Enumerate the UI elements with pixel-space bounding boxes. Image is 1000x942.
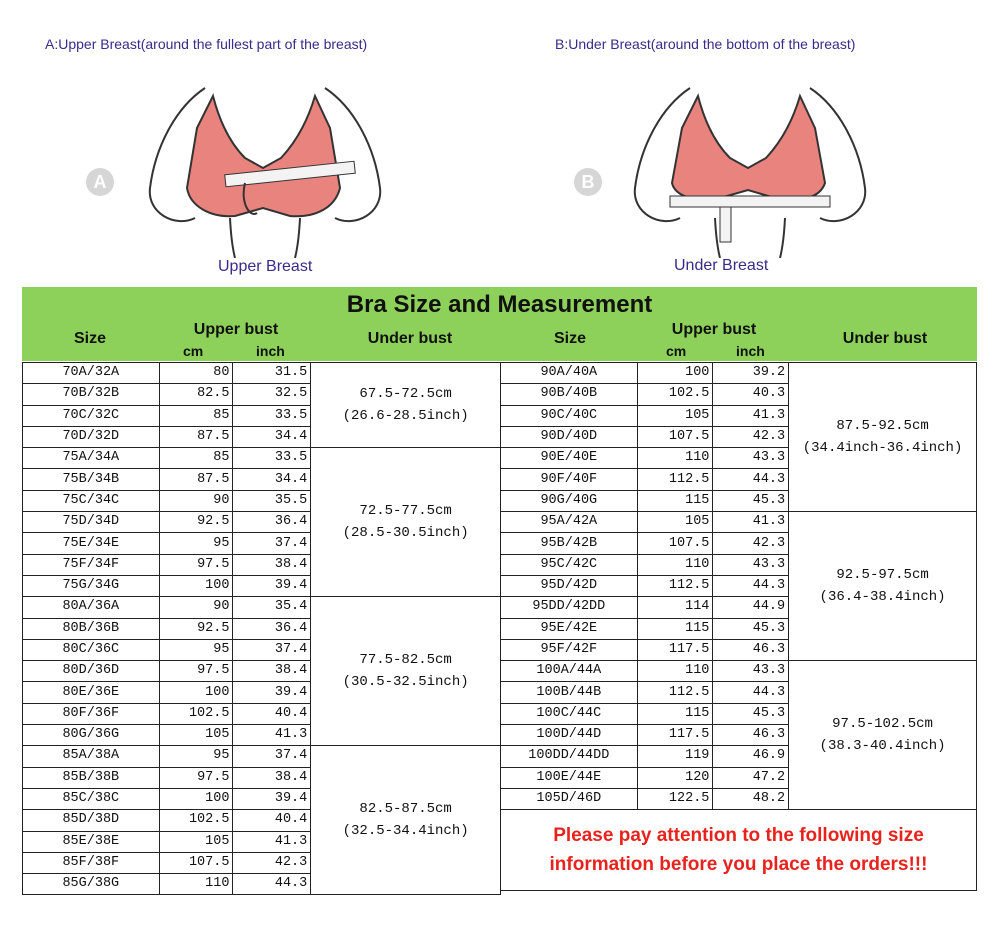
under-bust-inch: (36.4-38.4inch) xyxy=(819,589,946,606)
header-inch-right: inch xyxy=(736,343,765,359)
size-cell: 90F/40F xyxy=(501,469,638,490)
under-bust-range-cell xyxy=(311,597,501,746)
upper-bust-cm-cell: 90 xyxy=(159,490,233,511)
under-breast-illustration xyxy=(620,68,880,258)
header-upper-bust-right: Upper bust xyxy=(671,321,757,338)
upper-bust-inch-cell: 46.9 xyxy=(713,746,789,767)
upper-bust-inch-cell: 41.3 xyxy=(713,405,789,426)
upper-bust-cm-cell: 110 xyxy=(637,661,713,682)
size-cell: 100C/44C xyxy=(501,703,638,724)
under-bust-inch: (32.5-34.4inch) xyxy=(342,823,469,840)
order-notice xyxy=(501,810,977,891)
upper-bust-inch-cell: 35.4 xyxy=(233,597,311,618)
table-row xyxy=(23,746,501,767)
upper-bust-cm-cell: 90 xyxy=(159,597,233,618)
size-cell: 85A/38A xyxy=(23,746,160,767)
upper-bust-cm-cell: 110 xyxy=(637,554,713,575)
upper-bust-cm-cell: 95 xyxy=(159,533,233,554)
header-cm-left: cm xyxy=(183,343,204,359)
upper-bust-inch-cell: 38.4 xyxy=(233,767,311,788)
upper-bust-inch-cell: 39.2 xyxy=(713,363,789,384)
upper-bust-inch-cell: 34.4 xyxy=(233,469,311,490)
size-cell: 90A/40A xyxy=(501,363,638,384)
under-bust-cm: 77.5-82.5cm xyxy=(359,652,452,669)
upper-bust-cm-cell: 100 xyxy=(159,682,233,703)
upper-bust-inch-cell: 45.3 xyxy=(713,618,789,639)
size-cell: 80A/36A xyxy=(23,597,160,618)
upper-bust-cm-cell: 85 xyxy=(159,448,233,469)
note-row xyxy=(501,810,977,891)
size-table-left xyxy=(22,362,501,895)
size-cell: 80B/36B xyxy=(23,618,160,639)
upper-bust-cm-cell: 95 xyxy=(159,746,233,767)
size-cell: 100B/44B xyxy=(501,682,638,703)
upper-bust-cm-cell: 107.5 xyxy=(159,852,233,873)
under-bust-inch: (26.6-28.5inch) xyxy=(342,408,469,425)
size-cell: 80F/36F xyxy=(23,703,160,724)
upper-bust-cm-cell: 100 xyxy=(159,575,233,596)
upper-bust-cm-cell: 115 xyxy=(637,618,713,639)
upper-bust-inch-cell: 39.4 xyxy=(233,682,311,703)
under-bust-cm: 82.5-87.5cm xyxy=(359,801,452,818)
upper-bust-inch-cell: 32.5 xyxy=(233,384,311,405)
label-under-breast: Under Breast xyxy=(674,257,769,274)
upper-bust-cm-cell: 112.5 xyxy=(637,469,713,490)
under-bust-range-cell xyxy=(789,661,977,810)
under-bust-cm: 97.5-102.5cm xyxy=(832,716,933,733)
size-cell: 85E/38E xyxy=(23,831,160,852)
size-cell: 80D/36D xyxy=(23,661,160,682)
upper-bust-cm-cell: 105 xyxy=(637,512,713,533)
size-cell: 75E/34E xyxy=(23,533,160,554)
upper-bust-inch-cell: 38.4 xyxy=(233,554,311,575)
upper-bust-inch-cell: 37.4 xyxy=(233,533,311,554)
under-bust-cm: 67.5-72.5cm xyxy=(359,386,452,403)
upper-bust-cm-cell: 80 xyxy=(159,363,233,384)
upper-bust-cm-cell: 102.5 xyxy=(159,810,233,831)
table-row xyxy=(23,597,501,618)
upper-bust-inch-cell: 37.4 xyxy=(233,746,311,767)
upper-bust-inch-cell: 45.3 xyxy=(713,703,789,724)
upper-bust-inch-cell: 40.4 xyxy=(233,810,311,831)
upper-bust-cm-cell: 117.5 xyxy=(637,639,713,660)
badge-a-icon: A xyxy=(86,168,114,196)
upper-bust-cm-cell: 97.5 xyxy=(159,767,233,788)
upper-bust-inch-cell: 41.3 xyxy=(713,512,789,533)
upper-bust-inch-cell: 36.4 xyxy=(233,618,311,639)
size-cell: 95D/42D xyxy=(501,575,638,596)
upper-bust-cm-cell: 100 xyxy=(637,363,713,384)
upper-bust-cm-cell: 120 xyxy=(637,767,713,788)
upper-bust-inch-cell: 44.3 xyxy=(713,575,789,596)
under-bust-cm: 92.5-97.5cm xyxy=(836,567,929,584)
upper-bust-inch-cell: 35.5 xyxy=(233,490,311,511)
upper-bust-inch-cell: 33.5 xyxy=(233,405,311,426)
size-cell: 100DD/44DD xyxy=(501,746,638,767)
table-row xyxy=(501,512,977,533)
size-cell: 95A/42A xyxy=(501,512,638,533)
upper-bust-cm-cell: 92.5 xyxy=(159,512,233,533)
under-bust-inch: (34.4inch-36.4inch) xyxy=(802,440,963,457)
under-bust-cm: 72.5-77.5cm xyxy=(359,503,452,520)
upper-bust-cm-cell: 112.5 xyxy=(637,575,713,596)
size-cell: 70A/32A xyxy=(23,363,160,384)
upper-bust-cm-cell: 107.5 xyxy=(637,533,713,554)
header-inch-left: inch xyxy=(256,343,285,359)
upper-bust-inch-cell: 45.3 xyxy=(713,490,789,511)
size-cell: 95E/42E xyxy=(501,618,638,639)
size-cell: 85C/38C xyxy=(23,788,160,809)
size-cell: 90G/40G xyxy=(501,490,638,511)
size-cell: 70B/32B xyxy=(23,384,160,405)
header-cm-right: cm xyxy=(666,343,687,359)
header-under-bust-left: Under bust xyxy=(367,330,453,347)
header-upper-bust-left: Upper bust xyxy=(193,321,279,338)
size-cell: 85D/38D xyxy=(23,810,160,831)
size-cell: 85B/38B xyxy=(23,767,160,788)
size-cell: 75B/34B xyxy=(23,469,160,490)
upper-bust-inch-cell: 33.5 xyxy=(233,448,311,469)
size-cell: 75C/34C xyxy=(23,490,160,511)
upper-bust-inch-cell: 43.3 xyxy=(713,661,789,682)
upper-bust-inch-cell: 42.3 xyxy=(713,533,789,554)
caption-under-breast: B:Under Breast(around the bottom of the breast) xyxy=(555,36,856,52)
upper-bust-inch-cell: 39.4 xyxy=(233,575,311,596)
size-cell: 80E/36E xyxy=(23,682,160,703)
header-under-bust-right: Under bust xyxy=(842,330,928,347)
table-row xyxy=(501,363,977,384)
under-bust-range-cell xyxy=(311,448,501,597)
size-cell: 70D/32D xyxy=(23,426,160,447)
badge-b-icon: B xyxy=(574,168,602,196)
upper-bust-cm-cell: 105 xyxy=(159,831,233,852)
upper-bust-cm-cell: 122.5 xyxy=(637,788,713,809)
upper-breast-illustration xyxy=(135,68,395,258)
upper-bust-inch-cell: 46.3 xyxy=(713,725,789,746)
under-bust-inch: (28.5-30.5inch) xyxy=(342,525,469,542)
under-bust-range-cell xyxy=(789,512,977,661)
table-row xyxy=(23,448,501,469)
upper-bust-cm-cell: 97.5 xyxy=(159,554,233,575)
size-cell: 90E/40E xyxy=(501,448,638,469)
size-cell: 90C/40C xyxy=(501,405,638,426)
size-cell: 90D/40D xyxy=(501,426,638,447)
size-cell: 95F/42F xyxy=(501,639,638,660)
under-bust-inch: (30.5-32.5inch) xyxy=(342,674,469,691)
upper-bust-inch-cell: 34.4 xyxy=(233,426,311,447)
upper-bust-cm-cell: 110 xyxy=(637,448,713,469)
upper-bust-inch-cell: 40.4 xyxy=(233,703,311,724)
upper-bust-inch-cell: 36.4 xyxy=(233,512,311,533)
upper-bust-cm-cell: 112.5 xyxy=(637,682,713,703)
caption-upper-breast: A:Upper Breast(around the fullest part of the breast) xyxy=(45,36,368,52)
upper-bust-inch-cell: 37.4 xyxy=(233,639,311,660)
size-cell: 100D/44D xyxy=(501,725,638,746)
under-bust-cm: 87.5-92.5cm xyxy=(836,418,929,435)
upper-bust-inch-cell: 44.3 xyxy=(713,682,789,703)
upper-bust-cm-cell: 92.5 xyxy=(159,618,233,639)
upper-bust-cm-cell: 87.5 xyxy=(159,426,233,447)
upper-bust-cm-cell: 105 xyxy=(159,725,233,746)
size-cell: 100A/44A xyxy=(501,661,638,682)
size-cell: 95DD/42DD xyxy=(501,597,638,618)
order-notice-line2: information before you place the orders!!! xyxy=(549,854,928,876)
upper-bust-cm-cell: 107.5 xyxy=(637,426,713,447)
header-size-right: Size xyxy=(553,330,586,347)
size-cell: 75D/34D xyxy=(23,512,160,533)
under-bust-range-cell xyxy=(311,363,501,448)
upper-bust-inch-cell: 44.9 xyxy=(713,597,789,618)
under-bust-inch: (38.3-40.4inch) xyxy=(819,738,946,755)
upper-bust-inch-cell: 43.3 xyxy=(713,554,789,575)
size-cell: 105D/46D xyxy=(501,788,638,809)
upper-bust-cm-cell: 115 xyxy=(637,703,713,724)
size-cell: 75F/34F xyxy=(23,554,160,575)
upper-bust-inch-cell: 40.3 xyxy=(713,384,789,405)
upper-bust-inch-cell: 42.3 xyxy=(233,852,311,873)
upper-bust-inch-cell: 44.3 xyxy=(233,874,311,895)
size-cell: 80G/36G xyxy=(23,725,160,746)
upper-bust-cm-cell: 114 xyxy=(637,597,713,618)
size-table-right xyxy=(500,362,977,891)
table-row xyxy=(23,363,501,384)
upper-bust-cm-cell: 115 xyxy=(637,490,713,511)
upper-bust-cm-cell: 117.5 xyxy=(637,725,713,746)
upper-bust-inch-cell: 38.4 xyxy=(233,661,311,682)
upper-bust-inch-cell: 42.3 xyxy=(713,426,789,447)
upper-bust-cm-cell: 87.5 xyxy=(159,469,233,490)
under-bust-range-cell xyxy=(789,363,977,512)
upper-bust-cm-cell: 102.5 xyxy=(159,703,233,724)
upper-bust-cm-cell: 105 xyxy=(637,405,713,426)
size-cell: 95B/42B xyxy=(501,533,638,554)
size-cell: 70C/32C xyxy=(23,405,160,426)
upper-bust-inch-cell: 43.3 xyxy=(713,448,789,469)
upper-bust-inch-cell: 41.3 xyxy=(233,831,311,852)
size-cell: 85F/38F xyxy=(23,852,160,873)
size-cell: 85G/38G xyxy=(23,874,160,895)
order-notice-text xyxy=(501,821,976,879)
header-size-left: Size xyxy=(73,330,106,347)
upper-bust-cm-cell: 85 xyxy=(159,405,233,426)
size-cell: 75G/34G xyxy=(23,575,160,596)
size-cell: 75A/34A xyxy=(23,448,160,469)
upper-bust-cm-cell: 100 xyxy=(159,788,233,809)
size-cell: 80C/36C xyxy=(23,639,160,660)
under-bust-range-cell xyxy=(311,746,501,895)
upper-bust-cm-cell: 97.5 xyxy=(159,661,233,682)
upper-bust-cm-cell: 110 xyxy=(159,874,233,895)
table-title: Bra Size and Measurement xyxy=(346,291,653,318)
upper-bust-inch-cell: 41.3 xyxy=(233,725,311,746)
upper-bust-inch-cell: 47.2 xyxy=(713,767,789,788)
size-cell: 95C/42C xyxy=(501,554,638,575)
upper-bust-inch-cell: 44.3 xyxy=(713,469,789,490)
upper-bust-inch-cell: 39.4 xyxy=(233,788,311,809)
size-cell: 90B/40B xyxy=(501,384,638,405)
upper-bust-inch-cell: 31.5 xyxy=(233,363,311,384)
label-upper-breast: Upper Breast xyxy=(218,258,313,275)
size-cell: 100E/44E xyxy=(501,767,638,788)
upper-bust-cm-cell: 82.5 xyxy=(159,384,233,405)
table-row xyxy=(501,661,977,682)
upper-bust-cm-cell: 102.5 xyxy=(637,384,713,405)
upper-bust-cm-cell: 119 xyxy=(637,746,713,767)
upper-bust-cm-cell: 95 xyxy=(159,639,233,660)
upper-bust-inch-cell: 48.2 xyxy=(713,788,789,809)
upper-bust-inch-cell: 46.3 xyxy=(713,639,789,660)
order-notice-line1: Please pay attention to the following size xyxy=(553,825,924,847)
